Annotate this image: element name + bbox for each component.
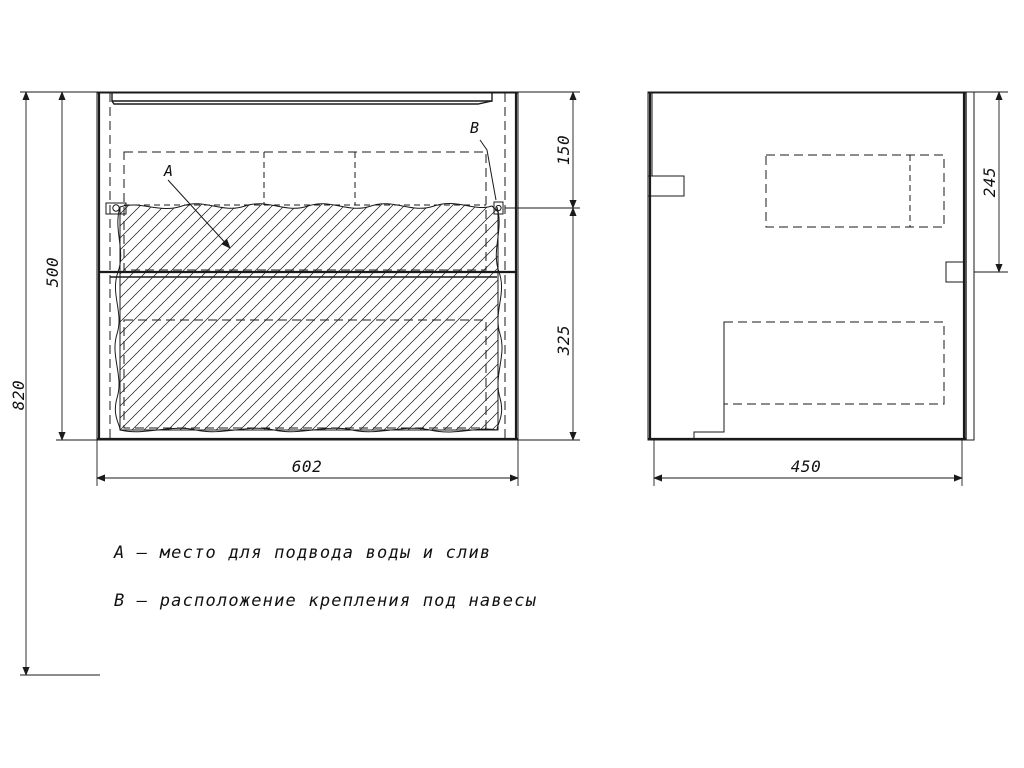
callout-b-label: B <box>470 119 480 137</box>
legend <box>113 543 537 611</box>
dimension-820-text: 820 <box>9 379 28 411</box>
dimension-245 <box>974 92 1008 272</box>
side-view <box>648 92 1008 486</box>
dimension-325 <box>518 208 580 440</box>
legend-item-a: A – место для подвода воды и слив <box>114 543 492 563</box>
dimension-602 <box>97 440 518 486</box>
dimension-325-text: 325 <box>554 324 573 356</box>
dimension-500 <box>43 92 97 440</box>
dimension-602-text: 602 <box>291 457 323 476</box>
legend-item-b: B – расположение крепления под навесы <box>114 591 538 611</box>
dimension-820 <box>9 92 100 675</box>
callout-a-label: A <box>164 162 174 180</box>
dimension-500-text: 500 <box>43 256 62 288</box>
dimension-150-text: 150 <box>554 134 573 166</box>
dimension-450-text: 450 <box>790 457 822 476</box>
dimension-450 <box>654 440 962 486</box>
dimension-245-text: 245 <box>980 166 999 198</box>
